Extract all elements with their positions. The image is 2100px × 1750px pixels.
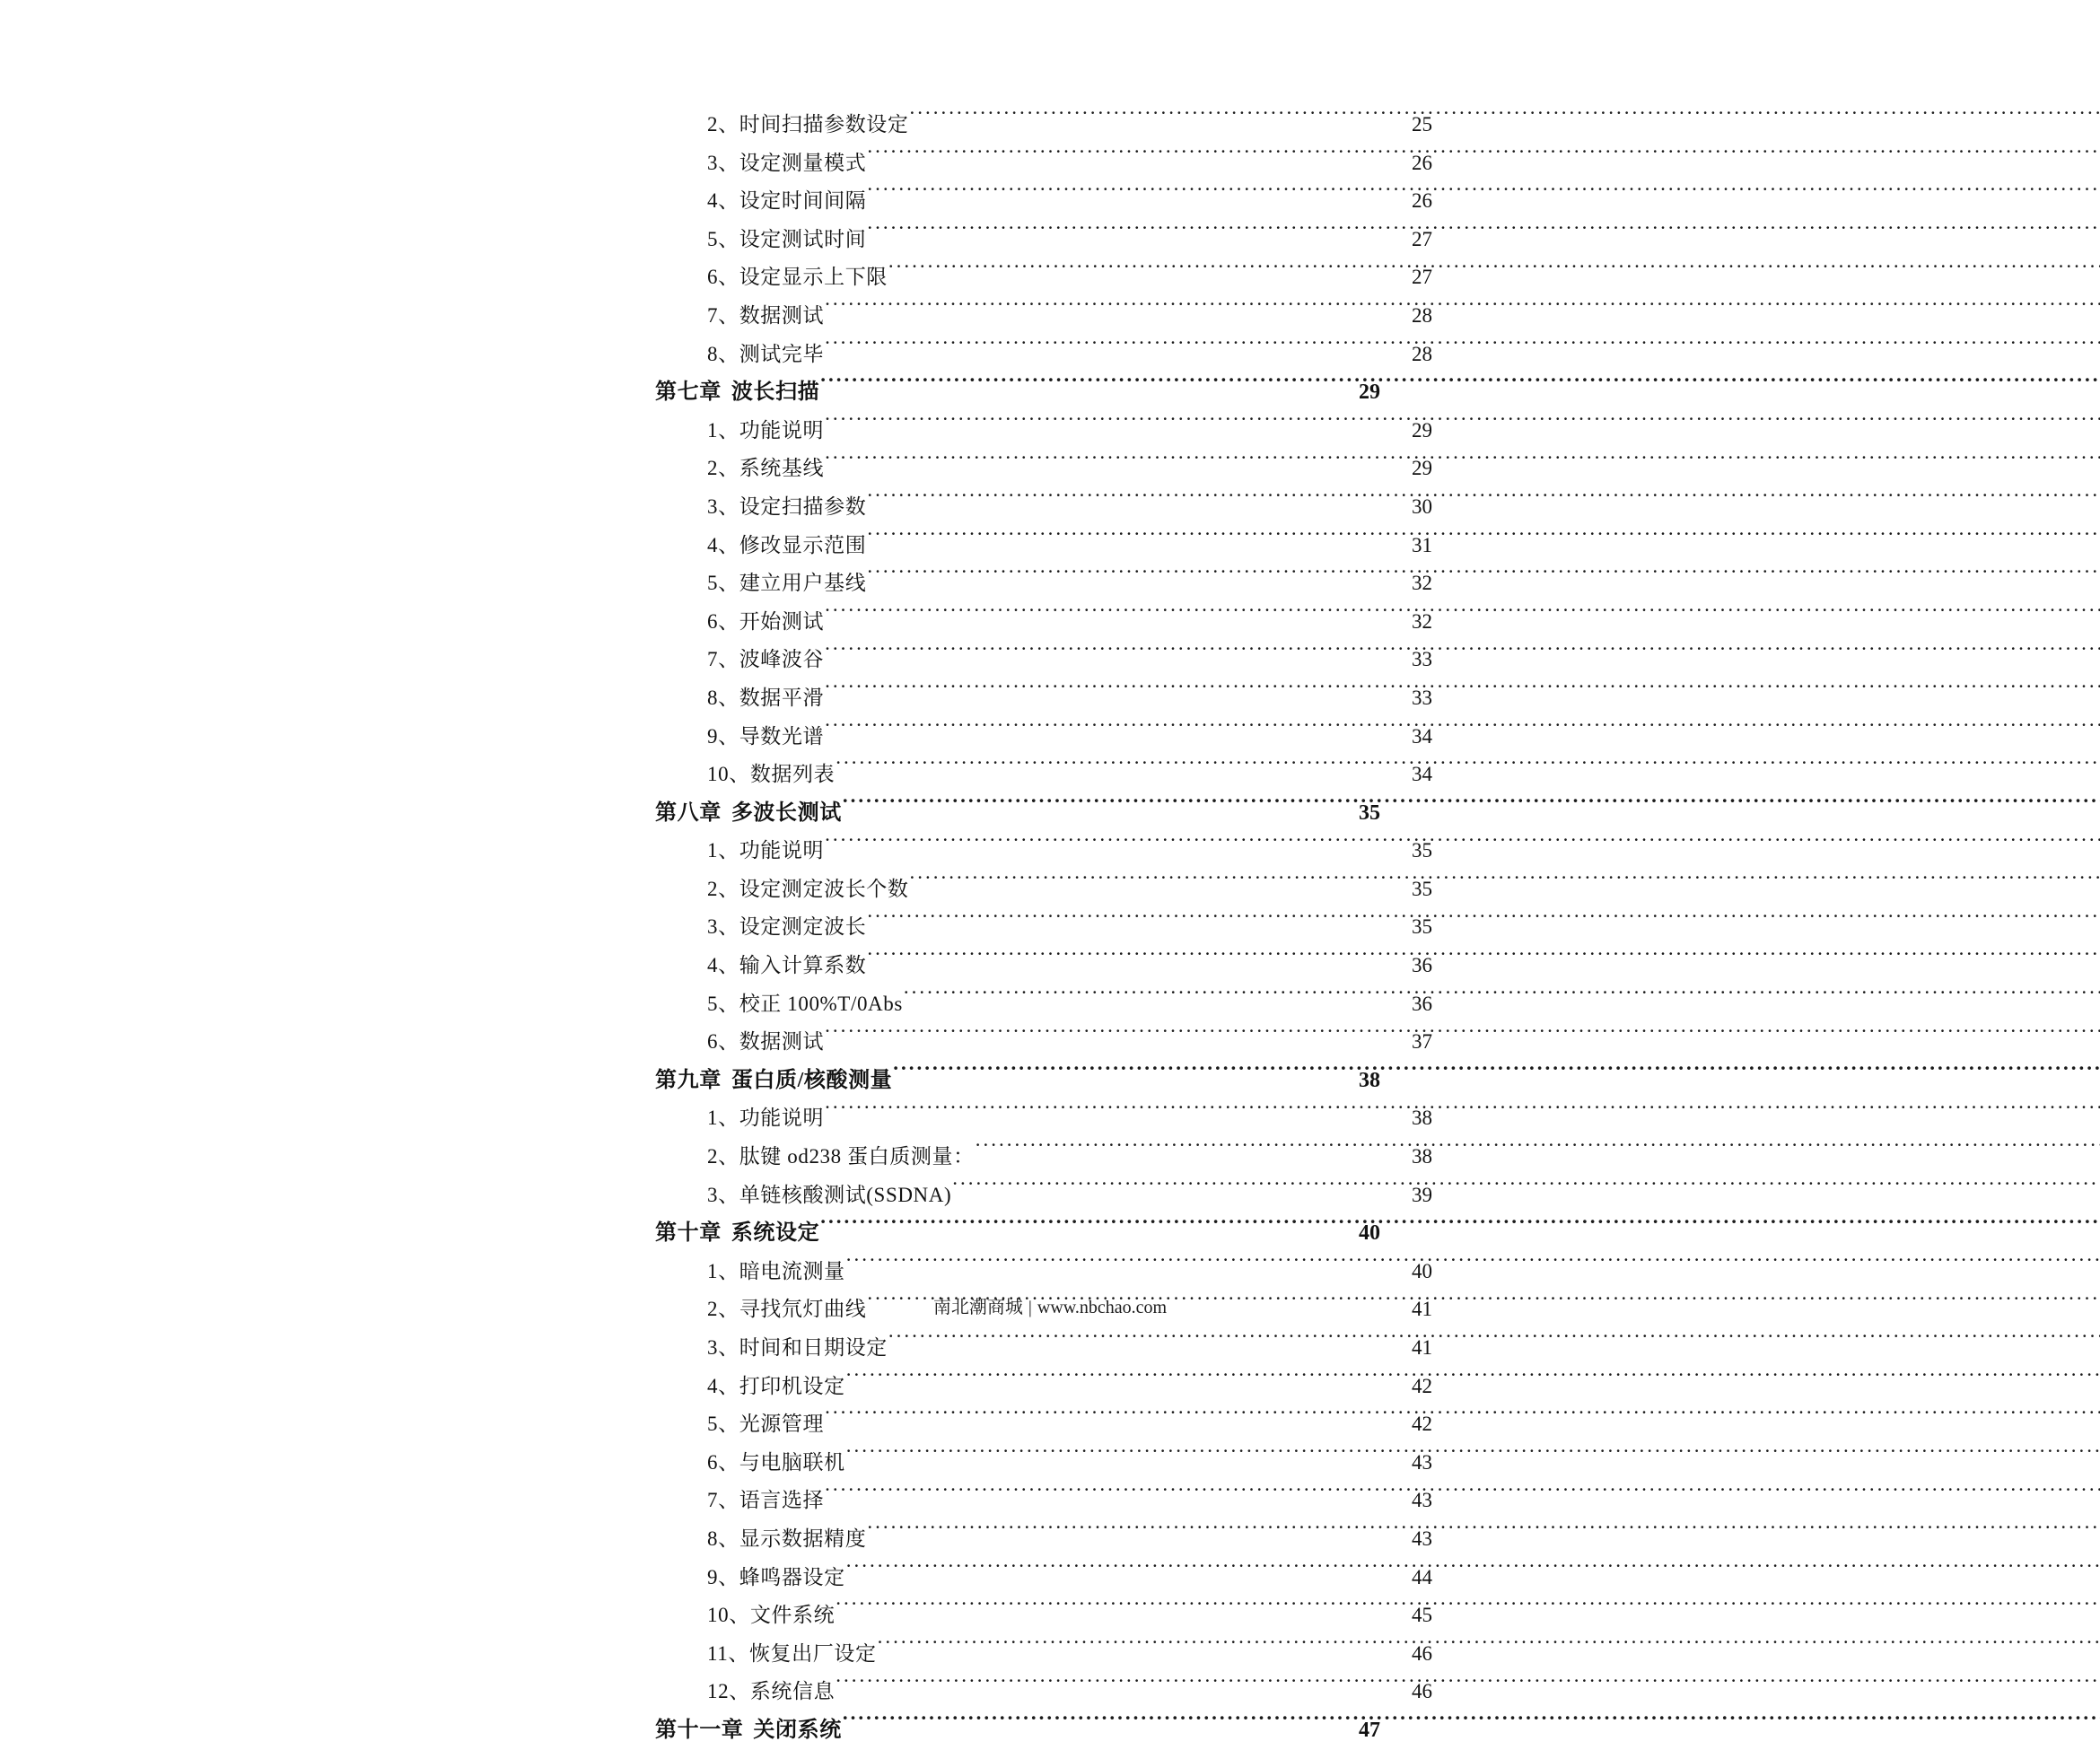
toc-entry-number: 4、 xyxy=(707,533,739,556)
toc-entry-title: 寻找氘灯曲线 xyxy=(739,1298,867,1321)
toc-entry-title: 建立用户基线 xyxy=(739,572,867,595)
toc-entry-title: 暗电流测量 xyxy=(739,1259,845,1282)
toc-entry-title: 输入计算系数 xyxy=(739,954,867,977)
toc-entry-number: 1、 xyxy=(707,1107,739,1130)
toc-page-number: 36 xyxy=(1412,954,1432,977)
toc-entry-number: 10、 xyxy=(707,1604,750,1627)
footer-website: www.nbchao.com xyxy=(1037,1298,1168,1317)
toc-entry-label xyxy=(707,1253,845,1291)
toc-page-number: 27 xyxy=(1412,227,1432,250)
toc-entry-number: 5、 xyxy=(707,572,739,595)
toc-page-number: 30 xyxy=(1412,494,1432,518)
toc-entry-label xyxy=(707,908,866,947)
toc-entry-number: 9、 xyxy=(707,724,739,748)
toc-page-number: 47 xyxy=(1359,1718,1380,1742)
toc-entry-number: 5、 xyxy=(707,227,739,250)
toc-entry-title: 系统设定 xyxy=(731,1221,820,1246)
toc-entry-title: 肽键 od238 蛋白质测量： xyxy=(739,1145,975,1168)
toc-page-number: 33 xyxy=(1412,686,1432,709)
toc-entry-title: 设定测定波长个数 xyxy=(739,877,909,900)
toc-page-number: 35 xyxy=(1412,877,1432,900)
toc-page-number: 46 xyxy=(1412,1641,1432,1665)
toc-entry-number: 11、 xyxy=(707,1641,749,1665)
toc-page-number: 26 xyxy=(1412,189,1432,213)
page-footer xyxy=(512,1292,1588,1321)
toc-entry-number: 3、 xyxy=(707,494,739,518)
toc-page-number: 44 xyxy=(1412,1565,1432,1588)
toc-entry-number: 12、 xyxy=(707,1680,750,1703)
toc-entry-number: 第十一章 xyxy=(655,1718,744,1742)
toc-page-number: 26 xyxy=(1412,151,1432,174)
toc-entry-title: 显示数据精度 xyxy=(739,1527,867,1550)
toc-page-number: 28 xyxy=(1412,342,1432,365)
toc-entry-label xyxy=(707,718,824,757)
toc-page-number: 45 xyxy=(1412,1604,1432,1627)
toc-entry-label xyxy=(707,1520,866,1559)
toc-entry-number: 8、 xyxy=(707,1527,739,1550)
toc-page-number: 41 xyxy=(1412,1298,1432,1321)
toc-entry-label xyxy=(707,297,824,336)
toc-page-number: 37 xyxy=(1412,1030,1432,1054)
toc-entry-number: 4、 xyxy=(707,189,739,213)
toc-page-number: 46 xyxy=(1412,1680,1432,1703)
toc-entry-number: 3、 xyxy=(707,151,739,174)
toc-entry-title: 多波长测试 xyxy=(731,801,842,825)
toc-entry-label xyxy=(707,641,824,679)
toc-entry-label xyxy=(707,1099,824,1138)
toc-entry-title: 关闭系统 xyxy=(753,1718,842,1742)
toc-page-number: 38 xyxy=(1412,1145,1432,1168)
toc-entry-title: 系统基线 xyxy=(739,457,825,480)
toc-entry-number: 7、 xyxy=(707,303,739,327)
toc-page-number: 39 xyxy=(1412,1183,1432,1206)
toc-page-number: 38 xyxy=(1359,1068,1380,1092)
toc-entry-label xyxy=(707,1482,824,1520)
toc-entry-number: 第九章 xyxy=(655,1068,722,1092)
toc-entry-number: 3、 xyxy=(707,1336,739,1359)
toc-entry-label xyxy=(707,450,824,488)
toc-entry-title: 设定测定波长 xyxy=(739,915,867,939)
toc-entry-title: 语言选择 xyxy=(739,1489,825,1512)
toc-entry-label xyxy=(707,832,824,871)
toc-page-number: 25 xyxy=(1412,113,1432,136)
toc-entry-title: 打印机设定 xyxy=(739,1374,845,1397)
toc-entry-number: 2、 xyxy=(707,113,739,136)
toc-entry-number: 8、 xyxy=(707,686,739,709)
toc-entry-label xyxy=(707,336,824,374)
footer-brand: 南北潮商城 xyxy=(932,1298,1023,1317)
toc-entry-number: 4、 xyxy=(707,1374,739,1397)
toc-entry-number: 5、 xyxy=(707,992,739,1015)
toc-entry-label xyxy=(707,221,866,259)
toc-entry-title: 蜂鸣器设定 xyxy=(739,1565,845,1588)
toc-chapter-row[interactable] xyxy=(655,1711,1380,1750)
toc-entry-label xyxy=(655,1214,819,1253)
toc-entry-title: 数据列表 xyxy=(749,763,836,786)
toc-entry-title: 设定测量模式 xyxy=(739,151,867,174)
toc-entry-title: 功能说明 xyxy=(739,1107,825,1130)
toc-entry-number: 9、 xyxy=(707,1565,739,1588)
toc-page-number: 43 xyxy=(1412,1450,1432,1474)
toc-page-number: 35 xyxy=(1412,839,1432,862)
toc-page-number: 33 xyxy=(1412,648,1432,671)
toc-entry-number: 3、 xyxy=(707,915,739,939)
toc-entry-label xyxy=(707,756,835,794)
toc-entry-title: 时间扫描参数设定 xyxy=(739,113,909,136)
toc-page-number: 34 xyxy=(1412,763,1432,786)
toc-entry-title: 与电脑联机 xyxy=(739,1450,845,1474)
toc-entry-title: 时间和日期设定 xyxy=(739,1336,888,1359)
toc-page-number: 43 xyxy=(1412,1527,1432,1550)
toc-entry-label xyxy=(707,679,824,718)
toc-entry-number: 第八章 xyxy=(655,801,722,825)
toc-page-number: 42 xyxy=(1412,1413,1432,1436)
toc-entry-label xyxy=(707,1405,824,1444)
toc-entry-title: 波长扫描 xyxy=(731,381,820,405)
toc-page-number: 27 xyxy=(1412,266,1432,289)
toc-entry-number: 1、 xyxy=(707,1259,739,1282)
toc-entry-number: 1、 xyxy=(707,418,739,442)
toc-entry-number: 2、 xyxy=(707,1145,739,1168)
toc-entry-label xyxy=(707,144,866,183)
toc-entry-label xyxy=(707,412,824,451)
toc-page-number: 40 xyxy=(1359,1221,1380,1246)
toc-page-number: 29 xyxy=(1412,457,1432,480)
toc-page-number: 35 xyxy=(1412,915,1432,939)
toc-entry-label xyxy=(707,182,866,221)
toc-entry-number: 4、 xyxy=(707,954,739,977)
toc-entry-number: 2、 xyxy=(707,877,739,900)
toc-entry-title: 数据平滑 xyxy=(739,686,825,709)
toc-entry-label xyxy=(707,1138,975,1177)
table-of-contents xyxy=(655,106,1432,1750)
toc-entry-title: 蛋白质/核酸测量 xyxy=(731,1068,893,1092)
toc-entry-number: 第十章 xyxy=(655,1221,722,1246)
toc-entry-title: 文件系统 xyxy=(749,1604,836,1627)
toc-entry-title: 功能说明 xyxy=(739,839,825,862)
toc-entry-number: 2、 xyxy=(707,457,739,480)
toc-entry-label xyxy=(707,603,824,642)
toc-entry-number: 7、 xyxy=(707,648,739,671)
toc-entry-label xyxy=(707,1559,845,1597)
toc-entry-label xyxy=(655,794,842,833)
toc-page-number: 28 xyxy=(1412,303,1432,327)
toc-entry-title: 修改显示范围 xyxy=(739,533,867,556)
toc-entry-title: 校正 100%T/0Abs xyxy=(739,992,903,1015)
toc-page-number: 40 xyxy=(1412,1259,1432,1282)
toc-entry-label xyxy=(707,1023,824,1062)
toc-page-number: 32 xyxy=(1412,572,1432,595)
toc-entry-title: 开始测试 xyxy=(739,609,825,633)
toc-entry-title: 设定显示上下限 xyxy=(739,266,888,289)
toc-entry-title: 恢复出厂设定 xyxy=(748,1641,877,1665)
toc-entry-number: 第七章 xyxy=(655,381,722,405)
toc-entry-title: 数据测试 xyxy=(739,1030,825,1054)
toc-entry-number: 6、 xyxy=(707,1030,739,1054)
toc-entry-title: 系统信息 xyxy=(749,1680,836,1703)
toc-entry-number: 2、 xyxy=(707,1298,739,1321)
toc-entry-title: 功能说明 xyxy=(739,418,825,442)
toc-entry-number: 1、 xyxy=(707,839,739,862)
toc-entry-number: 7、 xyxy=(707,1489,739,1512)
toc-page-number: 29 xyxy=(1359,381,1380,405)
toc-page-number: 29 xyxy=(1412,418,1432,442)
toc-leader-dots xyxy=(843,1722,1357,1737)
toc-entry-title: 测试完毕 xyxy=(739,342,825,365)
toc-page-number: 32 xyxy=(1412,609,1432,633)
toc-entry-title: 数据测试 xyxy=(739,303,825,327)
toc-entry-title: 单链核酸测试(SSDNA) xyxy=(739,1183,952,1206)
toc-entry-number: 10、 xyxy=(707,763,750,786)
toc-entry-label xyxy=(707,488,866,527)
toc-page-number: 38 xyxy=(1412,1107,1432,1130)
toc-entry-number: 3、 xyxy=(707,1183,739,1206)
toc-entry-label xyxy=(707,527,866,565)
toc-entry-title: 光源管理 xyxy=(739,1413,825,1436)
toc-entry-number: 5、 xyxy=(707,1413,739,1436)
toc-entry-label xyxy=(707,947,866,985)
toc-page-number: 36 xyxy=(1412,992,1432,1015)
toc-entry-title: 波峰波谷 xyxy=(739,648,825,671)
toc-page-number: 42 xyxy=(1412,1374,1432,1397)
toc-entry-number: 6、 xyxy=(707,1450,739,1474)
footer-separator: | xyxy=(1028,1298,1032,1317)
toc-entry-label xyxy=(707,1597,835,1635)
toc-page-number: 43 xyxy=(1412,1489,1432,1512)
toc-page-number: 35 xyxy=(1359,801,1380,825)
toc-entry-number: 6、 xyxy=(707,266,739,289)
toc-entry-title: 设定时间间隔 xyxy=(739,189,867,213)
toc-entry-title: 导数光谱 xyxy=(739,724,825,748)
toc-entry-number: 8、 xyxy=(707,342,739,365)
toc-entry-label xyxy=(655,373,819,412)
toc-page-number: 41 xyxy=(1412,1336,1432,1359)
toc-entry-label xyxy=(707,1673,835,1711)
toc-entry-label xyxy=(655,1711,842,1750)
toc-page-number: 34 xyxy=(1412,724,1432,748)
toc-entry-number: 6、 xyxy=(707,609,739,633)
toc-entry-title: 设定扫描参数 xyxy=(739,494,867,518)
document-page xyxy=(512,0,1588,1742)
toc-entry-title: 设定测试时间 xyxy=(739,227,867,250)
toc-page-number: 31 xyxy=(1412,533,1432,556)
